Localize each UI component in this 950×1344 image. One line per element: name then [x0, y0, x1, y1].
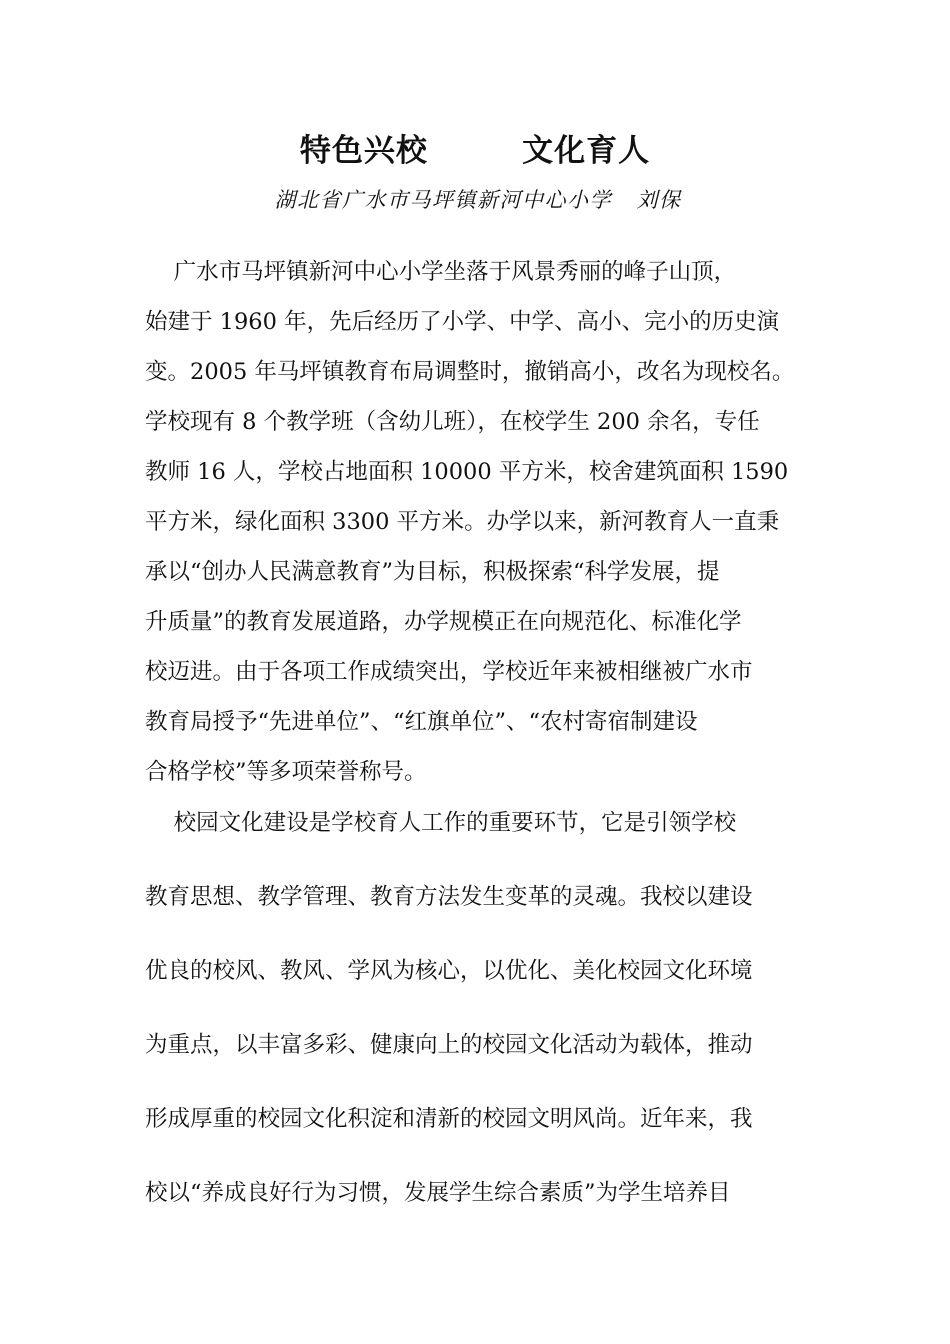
paragraph-line: 升质量”的教育发展道路，办学规模正在向规范化、标准化学: [145, 609, 742, 635]
paragraph-line: 教育思想、教学管理、教育方法发生变革的灵魂。我校以建设: [145, 884, 753, 910]
paragraph-line: 教师 16 人，学校占地面积 10000 平方米，校舍建筑面积 1590: [145, 459, 789, 485]
paragraph-line: 为重点，以丰富多彩、健康向上的校园文化活动为载体，推动: [145, 1032, 753, 1058]
paragraph-line: 学校现有 8 个教学班（含幼儿班），在校学生 200 余名，专任: [145, 409, 760, 435]
paragraph-line: 校以“养成良好行为习惯，发展学生综合素质”为学生培养目: [145, 1180, 731, 1206]
paragraph-line: 校园文化建设是学校育人工作的重要环节，它是引领学校: [145, 810, 737, 836]
paragraph-line: 校迈进。由于各项工作成绩突出，学校近年来被相继被广水市: [145, 659, 753, 685]
paragraph-line: 承以“创办人民满意教育”为目标，积极探索“科学发展，提: [145, 559, 720, 585]
paragraph-line: 教育局授予“先进单位”、“红旗单位”、“农村寄宿制建设: [145, 709, 698, 735]
paragraph-line: 形成厚重的校园文化积淀和清新的校园文明风尚。近年来，我: [145, 1106, 753, 1132]
paragraph-line: 优良的校风、教风、学风为核心，以优化、美化校园文化环境: [145, 958, 753, 984]
paragraph-line: 广水市马坪镇新河中心小学坐落于风景秀丽的峰子山顶，: [145, 259, 737, 285]
paragraph-line: 合格学校”等多项荣誉称号。: [145, 759, 427, 785]
paragraph-line: 变。2005 年马坪镇教育布局调整时，撤销高小，改名为现校名。: [145, 359, 795, 385]
document-author: 湖北省广水市马坪镇新河中心小学 刘保: [274, 188, 682, 212]
document-title: 特色兴校 文化育人: [299, 133, 651, 169]
paragraph-line: 始建于 1960 年，先后经历了小学、中学、高小、完小的历史演: [145, 309, 780, 335]
paragraph-line: 平方米，绿化面积 3300 平方米。办学以来，新河教育人一直秉: [145, 509, 780, 535]
